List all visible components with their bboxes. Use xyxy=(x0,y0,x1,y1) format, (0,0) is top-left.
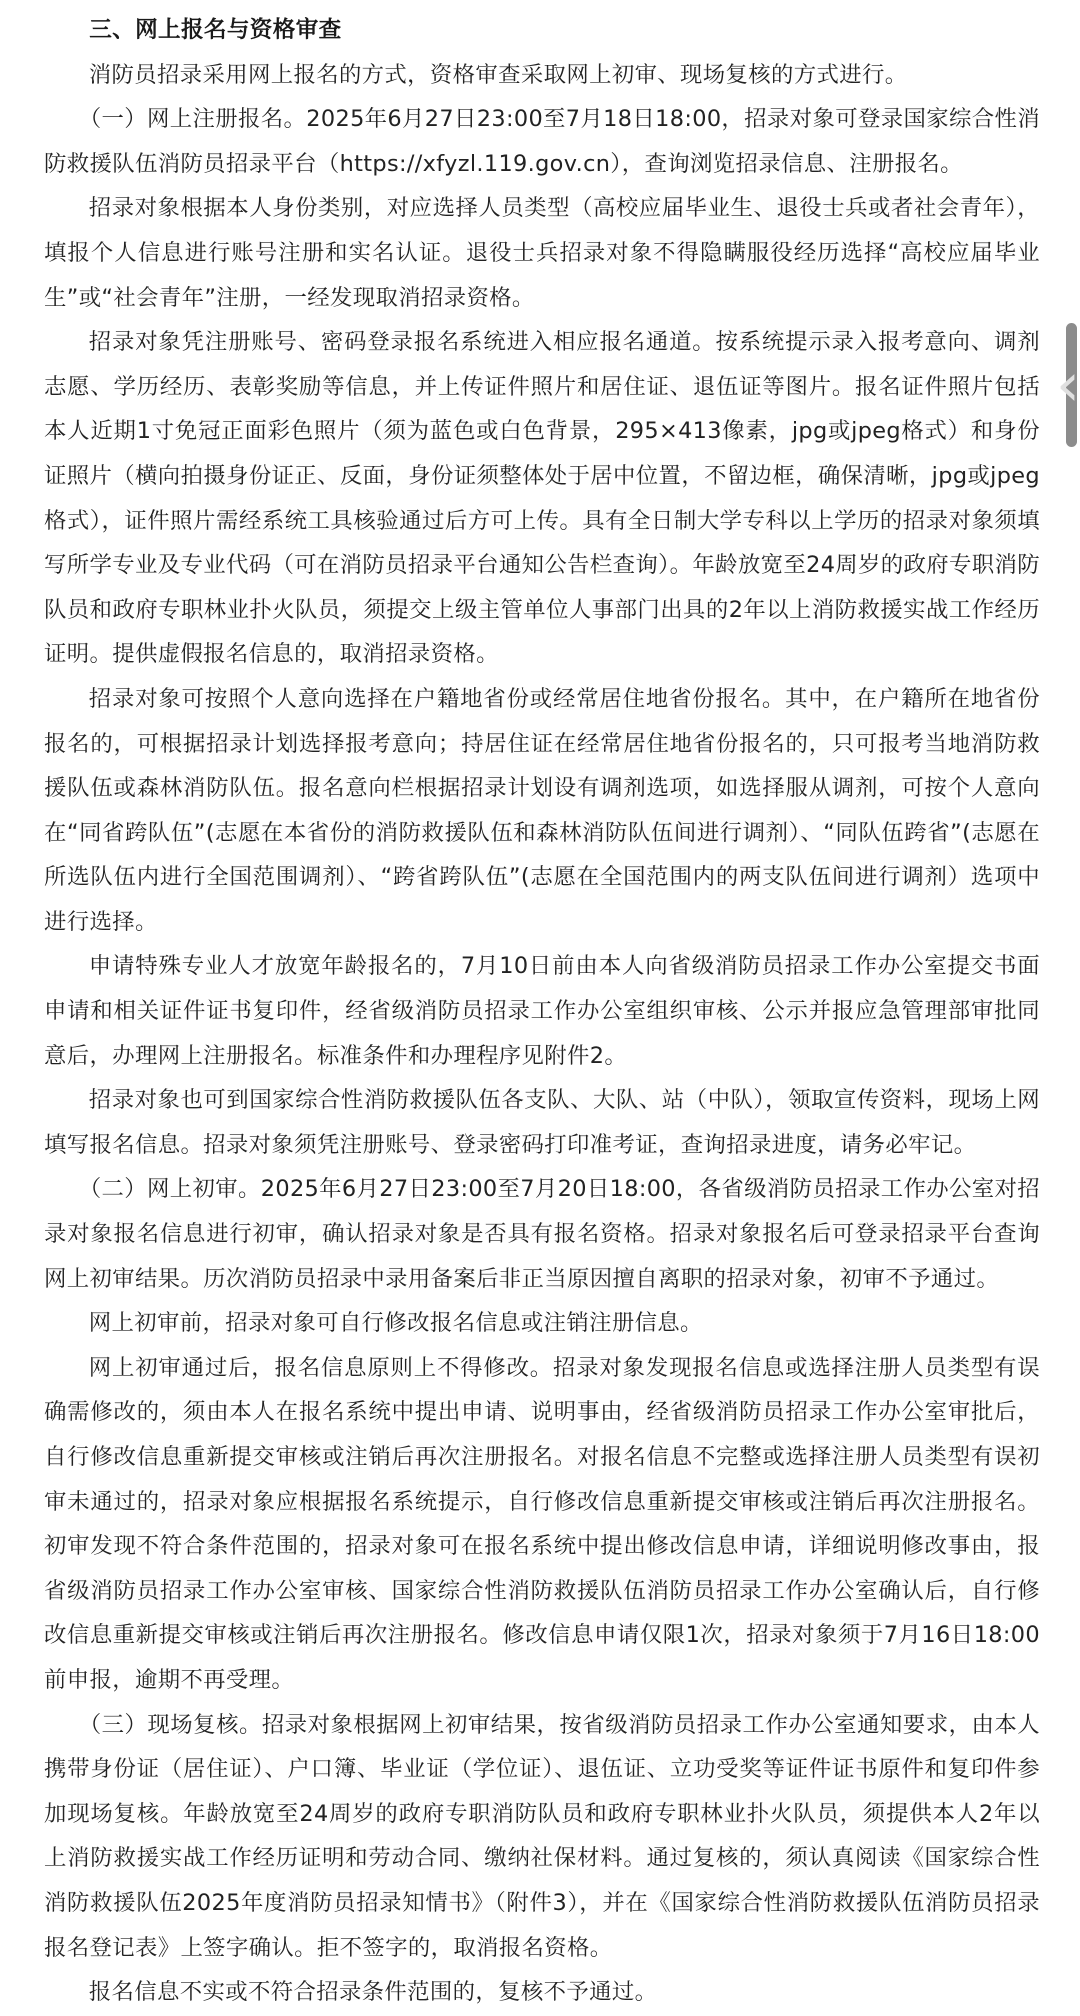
paragraph-before-review: 网上初审前，招录对象可自行修改报名信息或注销注册信息。 xyxy=(88,1310,703,1337)
paragraph-after-review: 网上初审通过后，报名信息原则上不得修改。招录对象发现报名信息或选择注册人员类型有误确需修改的，须由本人在报名系统中提出申请、说明事由，经省级消防员招录工作办公室审批后，自行修改信息重新提交审核或注销后再次注册报名。对报名信息不完整或选择注册人员类型有误初审未通过的，招录对象应根据报名系统提示，自行修改信息重新提交审核或注销后再次注册报名。初审发现不符合条件范围的，招录对象可在报名系统中提出修改信息申请，详细说明修改事由，报省级消防员招录工作办公室审核、国家综合性消防救援队伍消防员招录工作办公室确认后，自行修改信息重新提交审核或注销后再次注册报名。修改信息申请仅限1次，招录对象须于7月16日18:00前申报，逾期不再受理。 xyxy=(44,1354,1040,1693)
paragraph-onsite-registration: 招录对象也可到国家综合性消防救援队伍各支队、大队、站（中队），领取宣传资料，现场上网填写报名信息。招录对象须凭注册账号、登录密码打印准考证，查询招录进度，请务必牢记。 xyxy=(44,1087,1040,1158)
paragraph-identity-type: 招录对象根据本人身份类别，对应选择人员类型（高校应届毕业生、退役士兵或者社会青年），填报个人信息进行账号注册和实名认证。退役士兵招录对象不得隐瞒服役经历选择“高校应届毕业生”或“社会青年”注册，一经发现取消招录资格。 xyxy=(44,195,1040,311)
section-title: 三、网上报名与资格审查 xyxy=(89,17,342,43)
paragraph-online-preliminary-review: （二）网上初审。2025年6月27日23:00至7月20日18:00，各省级消防员招录工作办公室对招录对象报名信息进行初审，确认招录对象是否具有报名资格。招录对象报名后可登录招录平台查询网上初审结果。历次消防员招录中录用备案后非正当原因擅自离职的招录对象，初审不予通过。 xyxy=(44,1176,1040,1292)
chevron-left-icon[interactable]: ‹ xyxy=(1056,350,1080,420)
paragraph-online-registration: （一）网上注册报名。2025年6月27日23:00至7月18日18:00，招录对象可登录国家综合性消防救援队伍消防员招录平台（https://xfyzl.119.gov.cn），查询浏览招录信息、注册报名。 xyxy=(44,106,1040,177)
paragraph-login-upload: 招录对象凭注册账号、密码登录报名系统进入相应报名通道。按系统提示录入报考意向、调剂志愿、学历经历、表彰奖励等信息，并上传证件照片和居住证、退伍证等图片。报名证件照片包括本人近期1寸免冠正面彩色照片（须为蓝色或白色背景，295×413像素，jpg或jpeg格式）和身份证照片（横向拍摄身份证正、反面，身份证须整体处于居中位置，不留边框，确保清晰，jpg或jpeg格式），证件照片需经系统工具核验通过后方可上传。具有全日制大学专科以上学历的招录对象须填写所学专业及专业代码（可在消防员招录平台通知公告栏查询）。年龄放宽至24周岁的政府专职消防队员和政府专职林业扑火队员，须提交上级主管单位人事部门出具的2年以上消防救援实战工作经历证明。提供虚假报名信息的，取消招录资格。 xyxy=(44,329,1040,668)
document-body xyxy=(44,8,1040,2015)
paragraph-intro: 消防员招录采用网上报名的方式，资格审查采取网上初审、现场复核的方式进行。 xyxy=(88,61,908,88)
paragraph-verification-fail: 报名信息不实或不符合招录条件范围的，复核不予通过。 xyxy=(88,1979,658,2006)
paragraph-province-choice: 招录对象可按照个人意向选择在户籍地省份或经常居住地省份报名。其中，在户籍所在地省份报名的，可根据招录计划选择报考意向；持居住证在经常居住地省份报名的，只可报考当地消防救援队伍或森林消防队伍。报名意向栏根据招录计划设有调剂选项，如选择服从调剂，可按个人意向在“同省跨队伍”(志愿在本省份的消防救援队伍和森林消防队伍间进行调剂）、“同队伍跨省”(志愿在所选队伍内进行全国范围调剂）、“跨省跨队伍”(志愿在全国范围内的两支队伍间进行调剂）选项中进行选择。 xyxy=(44,685,1040,935)
paragraph-special-talent: 申请特殊专业人才放宽年龄报名的，7月10日前由本人向省级消防员招录工作办公室提交书面申请和相关证件证书复印件，经省级消防员招录工作办公室组织审核、公示并报应急管理部审批同意后，办理网上注册报名。标准条件和办理程序见附件2。 xyxy=(44,953,1040,1069)
paragraph-onsite-verification: （三）现场复核。招录对象根据网上初审结果，按省级消防员招录工作办公室通知要求，由本人携带身份证（居住证）、户口簿、毕业证（学位证）、退伍证、立功受奖等证件证书原件和复印件参加现场复核。年龄放宽至24周岁的政府专职消防队员和政府专职林业扑火队员，须提供本人2年以上消防救援实战工作经历证明和劳动合同、缴纳社保材料。通过复核的，须认真阅读《国家综合性消防救援队伍2025年度消防员招录知情书》（附件3），并在《国家综合性消防救援队伍消防员招录报名登记表》上签字确认。拒不签字的，取消报名资格。 xyxy=(44,1711,1040,1961)
